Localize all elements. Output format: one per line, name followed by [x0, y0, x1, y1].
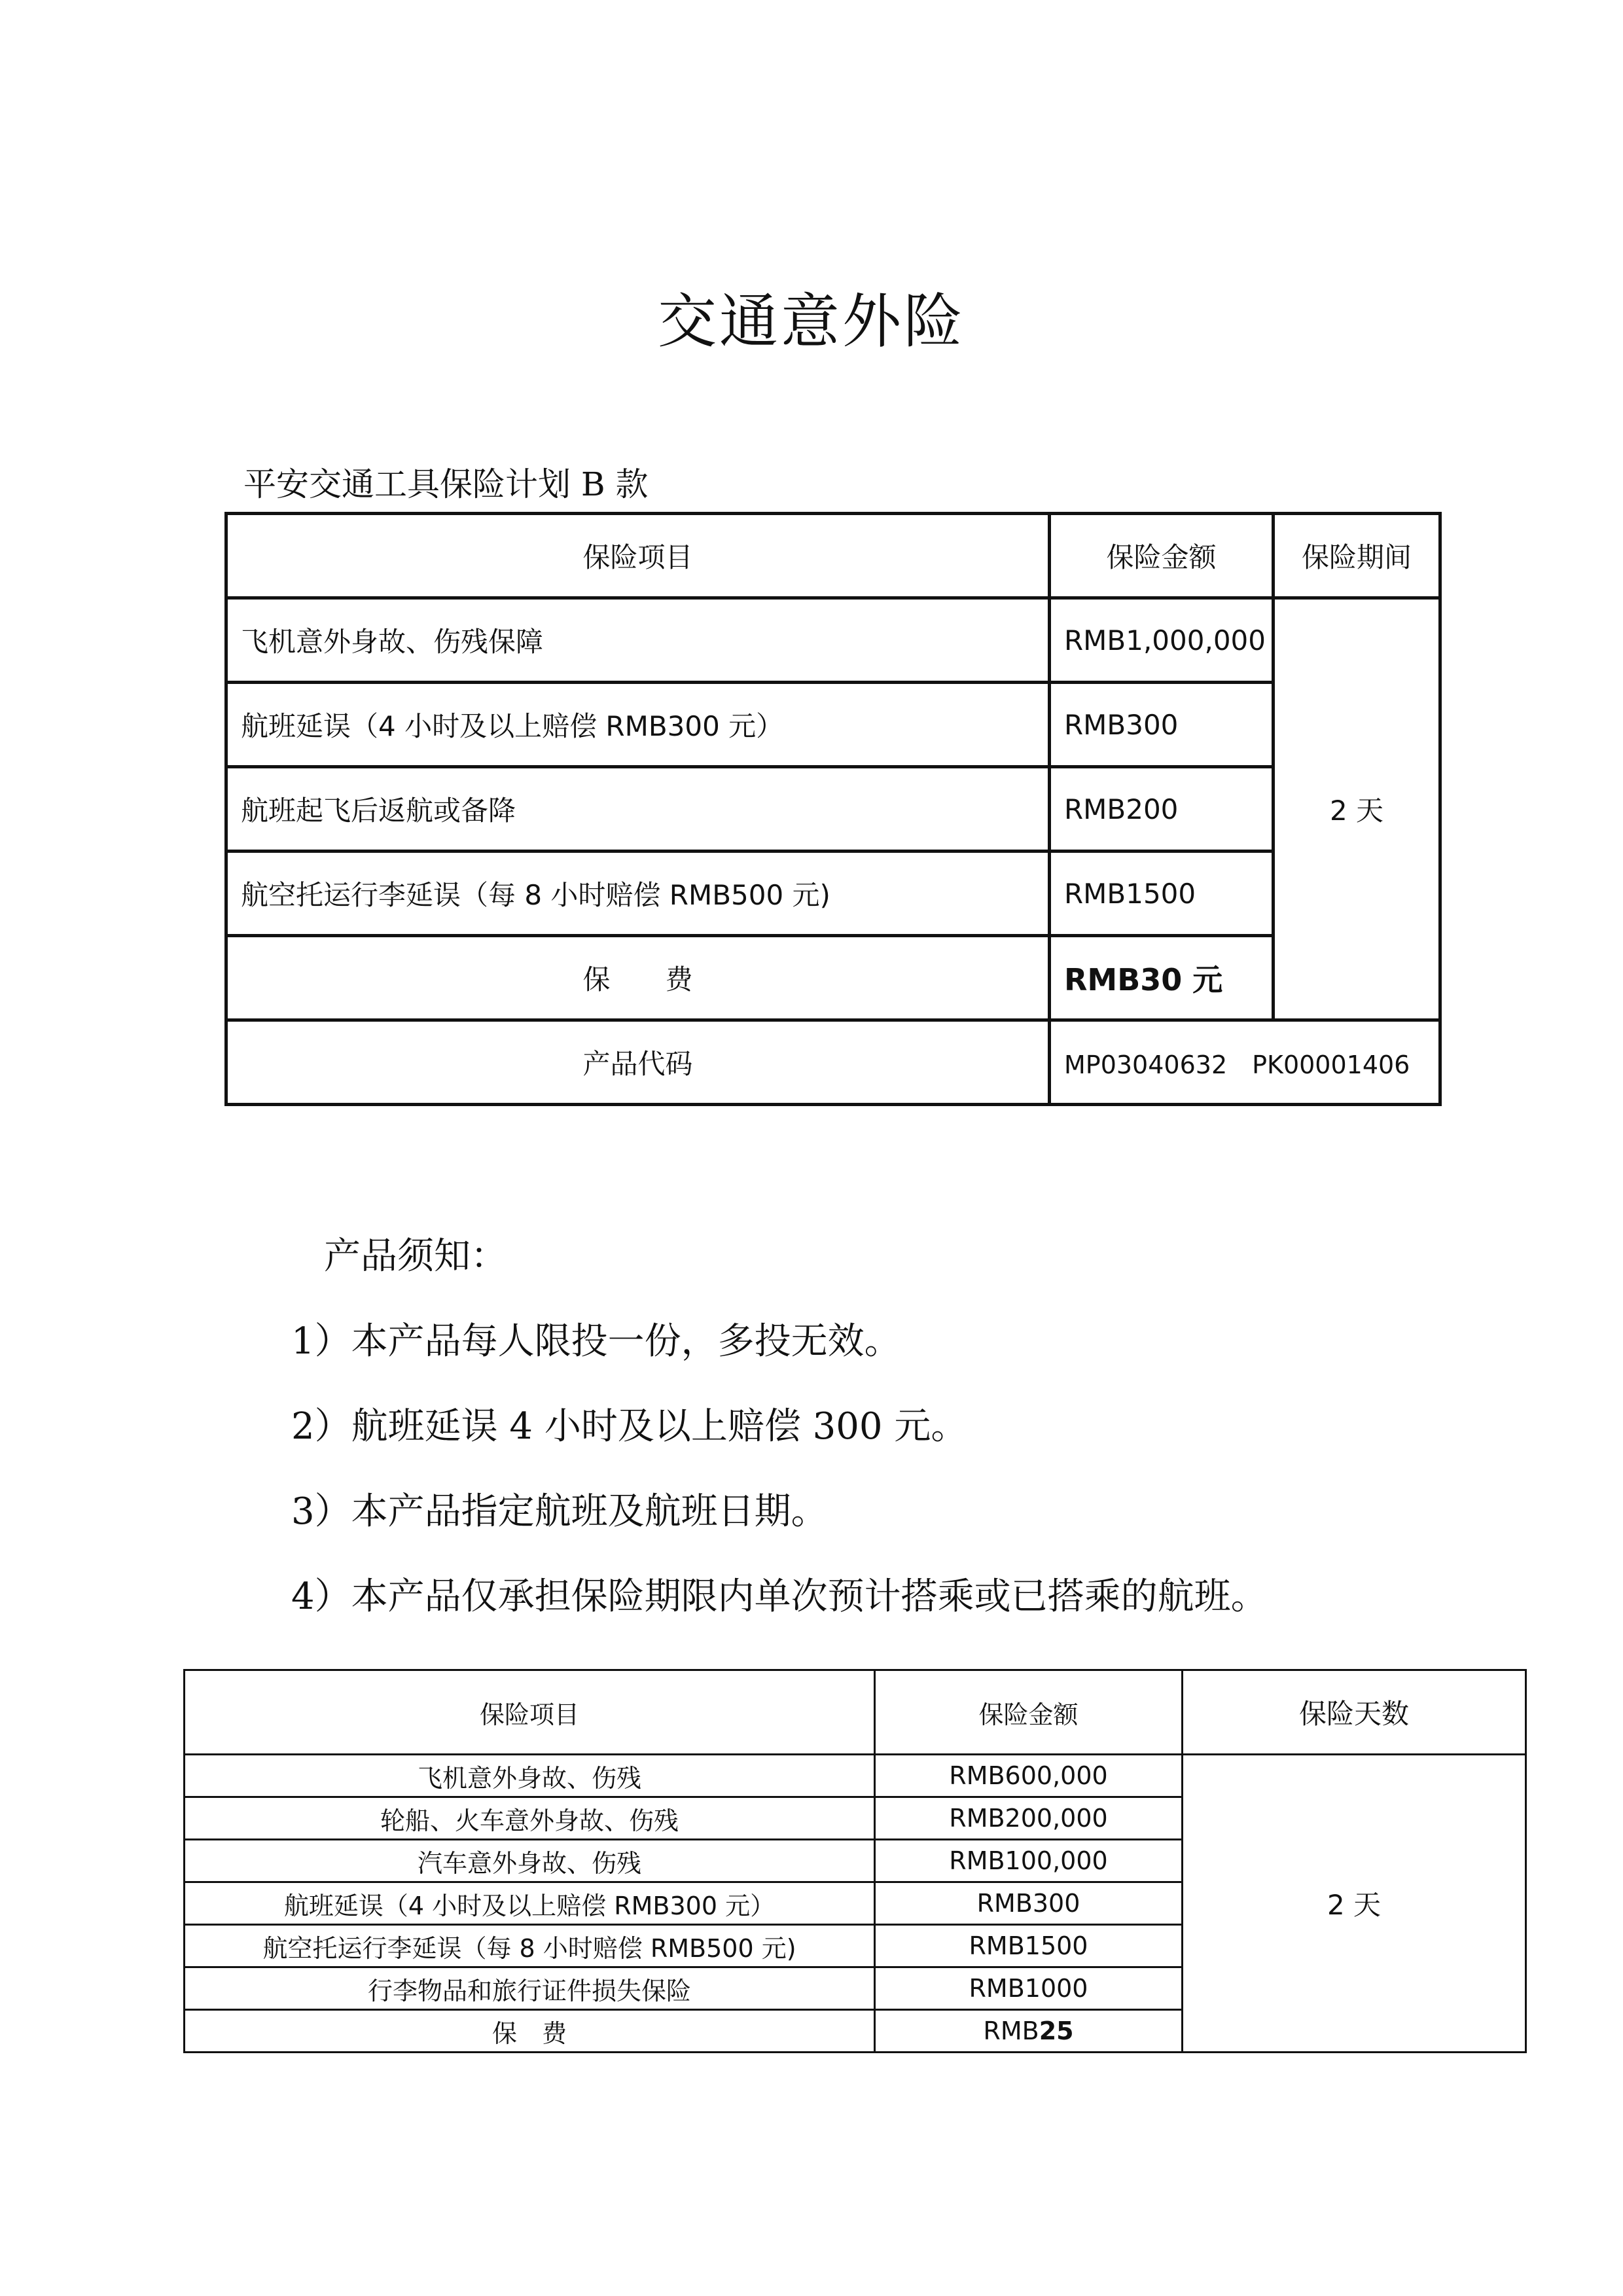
coverage-item: 汽车意外身故、伤残 [185, 1840, 875, 1882]
header-item: 保险项目 [185, 1670, 875, 1755]
coverage-item: 航空托运行李延误（每 8 小时赔偿 RMB500 元) [226, 852, 1050, 936]
header-period: 保险期间 [1274, 514, 1440, 598]
header-amount: 保险金额 [875, 1670, 1183, 1755]
coverage-amount: RMB600,000 [875, 1755, 1183, 1797]
coverage-item: 航班延误（4 小时及以上赔偿 RMB300 元） [185, 1882, 875, 1925]
premium-label: 保 费 [185, 2010, 875, 2053]
coverage-period: 2 天 [1274, 598, 1440, 1020]
coverage-item: 航班起飞后返航或备降 [226, 767, 1050, 852]
coverage-amount: RMB1500 [1050, 852, 1274, 936]
coverage-amount: RMB1,000,000 [1050, 598, 1274, 683]
coverage-amount: RMB200 [1050, 767, 1274, 852]
coverage-amount: RMB100,000 [875, 1840, 1183, 1882]
notice-item: 2）航班延误 4 小时及以上赔偿 300 元。 [291, 1405, 968, 1448]
premium-prefix: RMB [983, 2017, 1039, 2045]
premium-value [875, 2010, 1183, 2053]
coverage-item: 航空托运行李延误（每 8 小时赔偿 RMB500 元) [185, 1925, 875, 1967]
notice-item: 4）本产品仅承担保险期限内单次预计搭乘或已搭乘的航班。 [291, 1575, 1268, 1618]
header-amount: 保险金额 [1050, 514, 1274, 598]
product-code-label: 产品代码 [226, 1020, 1050, 1105]
coverage-table-plan-b [224, 512, 1442, 1106]
table-header-row [226, 514, 1440, 598]
coverage-item: 行李物品和旅行证件损失保险 [185, 1967, 875, 2010]
table-row [185, 1755, 1526, 1797]
plan-name: 平安交通工具保险计划 B 款 [243, 465, 649, 503]
coverage-amount: RMB300 [1050, 683, 1274, 767]
coverage-table-2 [183, 1669, 1527, 2053]
page-title: 交通意外险 [658, 287, 965, 356]
coverage-amount: RMB200,000 [875, 1797, 1183, 1840]
table-header-row [185, 1670, 1526, 1755]
table-row [226, 767, 1440, 852]
premium-label: 保 费 [226, 936, 1050, 1020]
coverage-item: 轮船、火车意外身故、伤残 [185, 1797, 875, 1840]
table-row [226, 598, 1440, 683]
premium-amount: 25 [1039, 2017, 1074, 2045]
coverage-item: 飞机意外身故、伤残保障 [226, 598, 1050, 683]
table-row [226, 852, 1440, 936]
premium-value: RMB30 元 [1050, 936, 1274, 1020]
table-row [226, 683, 1440, 767]
notice-item: 1）本产品每人限投一份，多投无效。 [291, 1320, 901, 1363]
coverage-days: 2 天 [1183, 1755, 1526, 2053]
header-days: 保险天数 [1183, 1670, 1526, 1755]
product-code-row [226, 1020, 1440, 1105]
coverage-amount: RMB1500 [875, 1925, 1183, 1967]
notice-heading: 产品须知： [324, 1235, 507, 1278]
coverage-amount: RMB1000 [875, 1967, 1183, 2010]
product-code-value: MP03040632 PK00001406 [1050, 1020, 1440, 1105]
header-item: 保险项目 [226, 514, 1050, 598]
notice-item: 3）本产品指定航班及航班日期。 [291, 1490, 828, 1533]
premium-row [226, 936, 1440, 1020]
coverage-amount: RMB300 [875, 1882, 1183, 1925]
coverage-item: 飞机意外身故、伤残 [185, 1755, 875, 1797]
coverage-item: 航班延误（4 小时及以上赔偿 RMB300 元） [226, 683, 1050, 767]
